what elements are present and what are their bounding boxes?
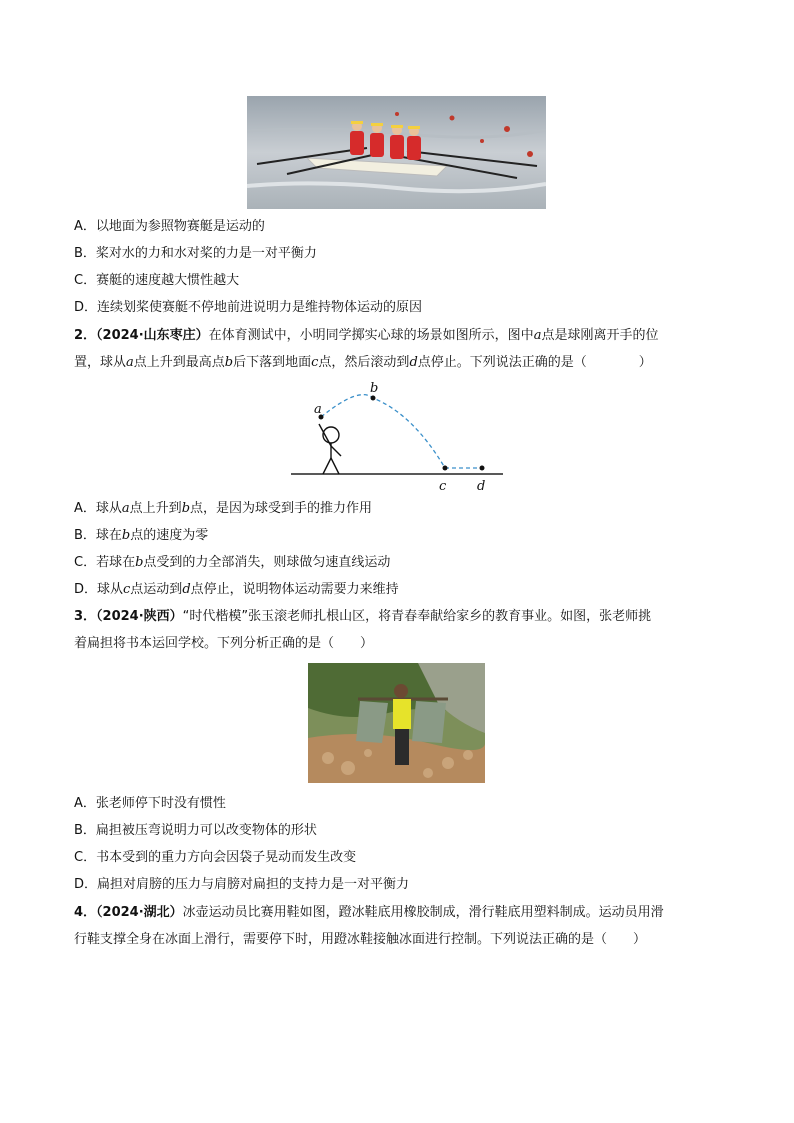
- q3-option-d: D．扁担对肩膀的压力与肩膀对扁担的支持力是一对平衡力: [74, 877, 410, 892]
- var-a: a: [126, 355, 134, 370]
- q1-option-d: D．连续划桨使赛艇不停地前进说明力是维持物体运动的原因: [74, 300, 423, 315]
- opt-text: 点的速度为零: [130, 528, 209, 543]
- var-d: d: [409, 355, 418, 370]
- opt-text: 点运动到: [130, 582, 183, 597]
- question-source: （2024·陕西）: [96, 609, 183, 624]
- q1-option-b: B．桨对水的力和水对桨的力是一对平衡力: [74, 246, 317, 261]
- trajectory-path: [321, 395, 445, 468]
- q4-stem-line2: 行鞋支撑全身在冰面上滑行，需要停下时，用蹬冰鞋接触冰面进行控制。下列说法正确的是（ ）: [74, 932, 647, 947]
- q2-text: 在体育测试中，小明同学掷实心球的场景如图所示，图中: [208, 328, 534, 343]
- q3-text: “时代楷模”张玉滚老师扎根山区，将青春奉献给家乡的教育事业。如图，张老师挑: [182, 609, 652, 624]
- label-d: d: [477, 479, 486, 494]
- question-number: 3．: [74, 609, 97, 624]
- teacher-photo: [308, 663, 485, 783]
- opt-text: 点受到的力全部消失，则球做匀速直线运动: [143, 555, 391, 570]
- q2-text: 点，然后滚动到: [318, 355, 410, 370]
- opt-var: b: [135, 555, 144, 570]
- question-source: （2024·湖北）: [96, 905, 183, 920]
- q2-text: 后下落到地面: [233, 355, 312, 370]
- q2-stem-line1: [74, 327, 658, 345]
- opt-var: b: [181, 501, 191, 516]
- label-c: c: [439, 479, 447, 494]
- q2-stem-line2: [74, 354, 652, 372]
- label-a: a: [314, 402, 322, 417]
- question-number: 4．: [74, 905, 97, 920]
- var-c: c: [311, 355, 319, 370]
- opt-text: A．球从: [74, 501, 122, 516]
- label-b: b: [370, 381, 379, 396]
- q3-option-c: C．书本受到的重力方向会因袋子晃动而发生改变: [74, 850, 357, 865]
- opt-text: 点，是因为球受到手的推力作用: [190, 501, 373, 516]
- q2-option-a: [74, 500, 372, 518]
- rowing-photo: [247, 96, 546, 209]
- opt-text: C．若球在: [74, 555, 136, 570]
- question-source: （2024·山东枣庄）: [96, 328, 209, 343]
- opt-var: a: [121, 501, 130, 516]
- opt-text: 点停止，说明物体运动需要力来维持: [190, 582, 399, 597]
- q2-text: 点上升到最高点: [133, 355, 225, 370]
- q1-option-a: A．以地面为参照物赛艇是运动的: [74, 219, 265, 234]
- thrower-figure: [319, 424, 341, 474]
- q2-option-c: [74, 554, 390, 572]
- var-b: b: [224, 355, 234, 370]
- q3-stem-line1: [74, 608, 651, 626]
- opt-text: 点上升到: [129, 501, 182, 516]
- var-a: a: [533, 328, 542, 343]
- q2-text: 点是球刚离开手的位: [541, 328, 659, 343]
- q2-text: 点停止。下列说法正确的是（ ）: [417, 355, 652, 370]
- point-b: [371, 396, 376, 401]
- question-number: 2．: [74, 328, 97, 343]
- q3-stem-line2: 着扁担将书本运回学校。下列分析正确的是（ ）: [74, 636, 374, 651]
- q2-text: 置，球从: [74, 355, 127, 370]
- point-c: [443, 466, 448, 471]
- opt-text: B．球在: [74, 528, 122, 543]
- q3-option-a: A．张老师停下时没有惯性: [74, 796, 226, 811]
- q2-option-d: [74, 581, 399, 599]
- q2-option-b: [74, 527, 208, 545]
- opt-var: b: [121, 528, 131, 543]
- ball-throw-diagram: [285, 380, 510, 495]
- q1-option-c: C．赛艇的速度越大惯性越大: [74, 273, 240, 288]
- opt-text: D．球从: [74, 582, 124, 597]
- q4-text: 冰壶运动员比赛用鞋如图，蹬冰鞋底用橡胶制成，滑行鞋底用塑料制成。运动员用滑: [182, 905, 664, 920]
- opt-var: c: [123, 582, 131, 597]
- q4-stem-line1: [74, 904, 664, 922]
- q3-option-b: B．扁担被压弯说明力可以改变物体的形状: [74, 823, 317, 838]
- point-d: [480, 466, 485, 471]
- opt-var: d: [182, 582, 191, 597]
